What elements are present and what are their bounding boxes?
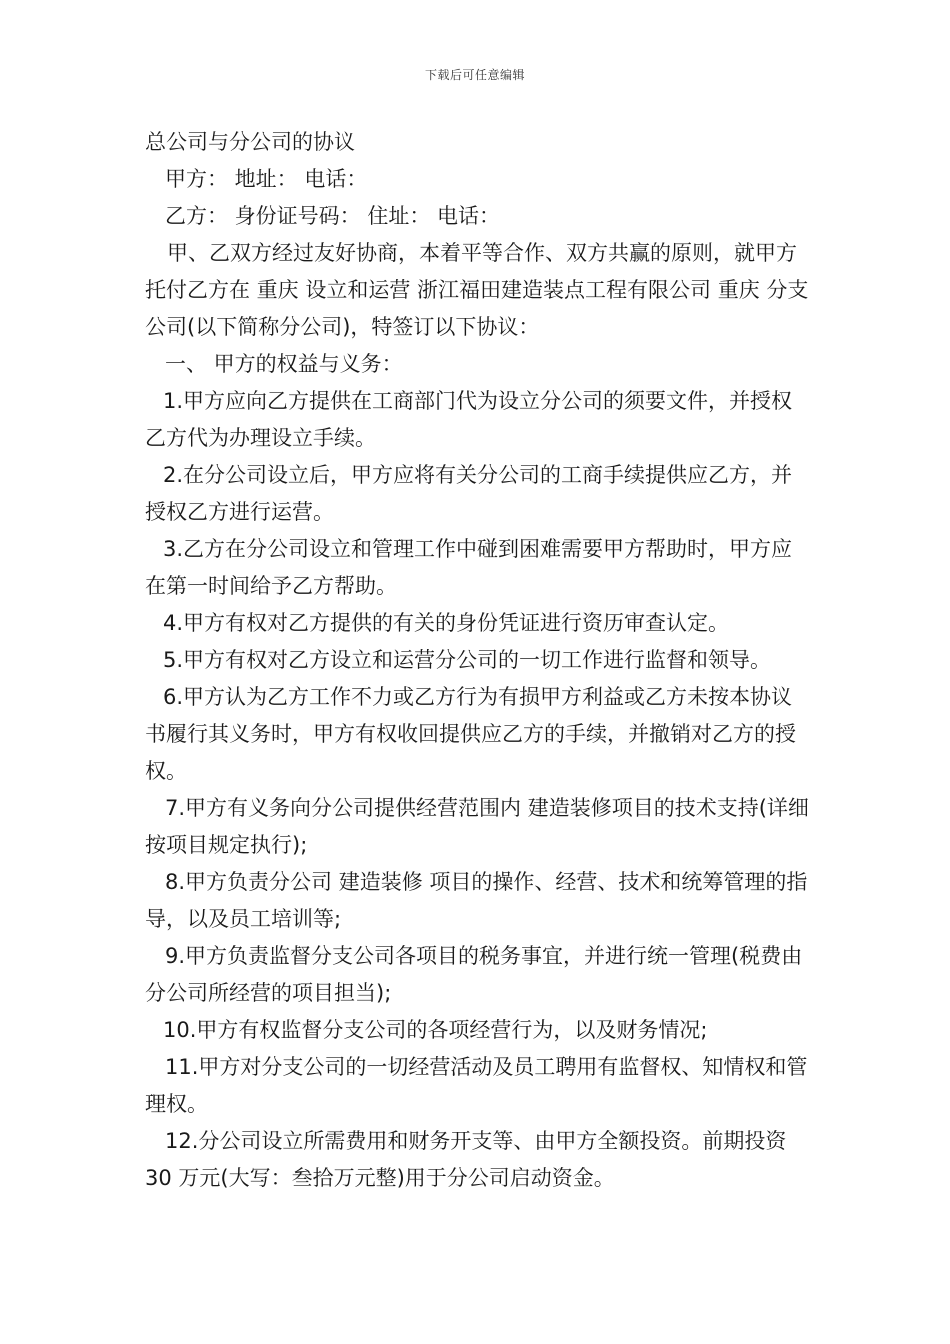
list-item: 6.甲方认为乙方工作不力或乙方行为有损甲方利益或乙方未按本协议书履行其义务时，甲方有权收回提供应乙方的手续，并撤销对乙方的授权。 <box>145 685 796 783</box>
list-item: 10.甲方有权监督分支公司的各项经营行为，以及财务情况; <box>163 1018 708 1042</box>
intro-text: 甲、乙双方经过友好协商，本着平等合作、双方共赢的原则，就甲方托付乙方在 重庆 设立和运营 浙江福田建造装点工程有限公司 重庆 分支公司(以下简称分公司)，特签订以下协议： <box>145 241 809 339</box>
document-body <box>145 124 810 1197</box>
list-item: 2.在分公司设立后，甲方应将有关分公司的工商手续提供应乙方，并授权乙方进行运营。 <box>145 463 793 524</box>
list-item: 4.甲方有权对乙方提供的有关的身份凭证进行资历审查认定。 <box>163 611 730 635</box>
list-item: 12.分公司设立所需费用和财务开支等、由甲方全额投资。前期投资 30 万元(大写：叁拾万元整)用于分公司启动资金。 <box>145 1129 787 1190</box>
page-header: 下载后可任意编辑 <box>424 68 525 82</box>
party-a-line: 甲方： 地址： 电话： <box>165 167 368 191</box>
document-title: 总公司与分公司的协议 <box>145 130 355 154</box>
obligation-list <box>145 383 810 1197</box>
list-item: 9.甲方负责监督分支公司各项目的税务事宜，并进行统一管理(税费由分公司所经营的项目担当); <box>145 944 803 1005</box>
list-item: 7.甲方有义务向分公司提供经营范围内 建造装修项目的技术支持(详细按项目规定执行); <box>145 796 809 857</box>
list-item: 3.乙方在分公司设立和管理工作中碰到困难需要甲方帮助时，甲方应在第一时间给予乙方帮助。 <box>145 537 793 598</box>
intro-paragraph <box>145 235 810 346</box>
party-b-line: 乙方： 身份证号码： 住址： 电话： <box>165 204 501 228</box>
section-heading: 一、 甲方的权益与义务： <box>165 352 403 376</box>
list-item: 11.甲方对分支公司的一切经营活动及员工聘用有监督权、知情权和管理权。 <box>145 1055 808 1116</box>
list-item: 8.甲方负责分公司 建造装修 项目的操作、经营、技术和统筹管理的指导，以及员工培训等; <box>145 870 808 931</box>
list-item: 1.甲方应向乙方提供在工商部门代为设立分公司的须要文件，并授权乙方代为办理设立手续。 <box>145 389 793 450</box>
list-item: 5.甲方有权对乙方设立和运营分公司的一切工作进行监督和领导。 <box>163 648 772 672</box>
